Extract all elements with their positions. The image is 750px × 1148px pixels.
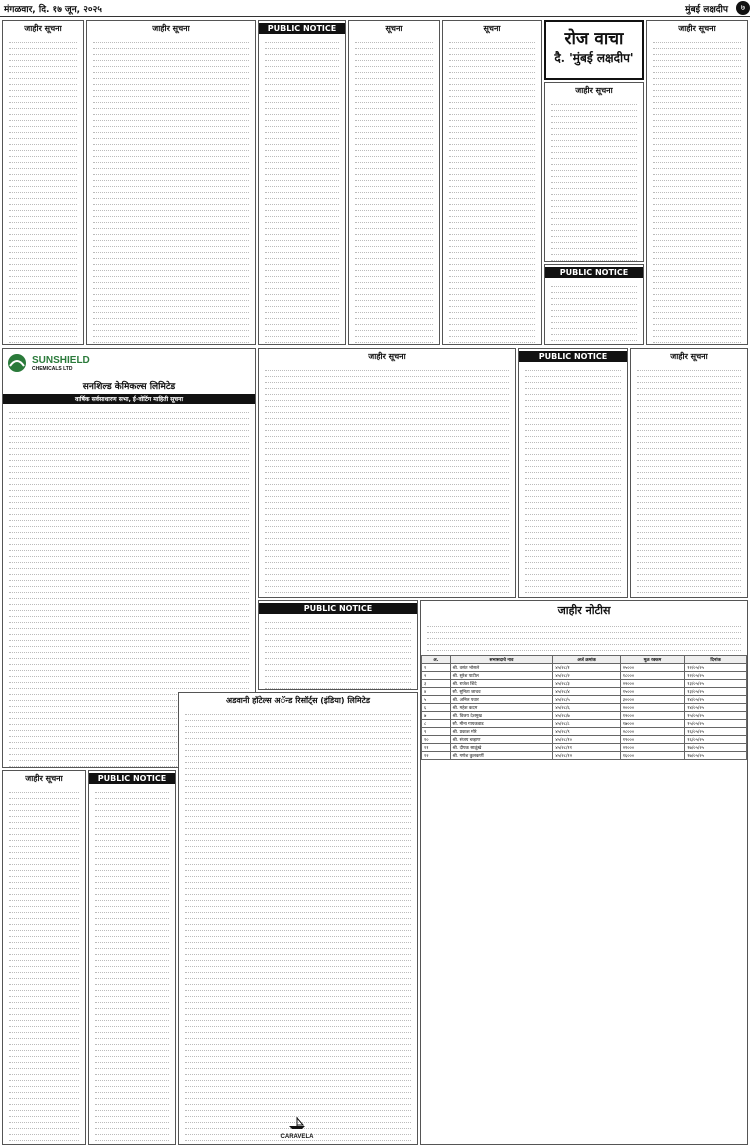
table-cell: २०००० bbox=[620, 704, 685, 712]
table-cell: ४ bbox=[422, 688, 451, 696]
table-cell: ४५/२८/११ bbox=[553, 744, 620, 752]
table-row bbox=[422, 680, 747, 688]
notice-body bbox=[259, 364, 515, 598]
table-header-row bbox=[422, 656, 747, 664]
notice-title: PUBLIC NOTICE bbox=[259, 23, 345, 34]
notice-body bbox=[87, 36, 255, 345]
table-cell: १२००० bbox=[620, 712, 685, 720]
table-header-cell: सभासदाचे नाव bbox=[450, 656, 553, 664]
masthead-line2: दै. 'मुंबई लक्षदीप' bbox=[554, 51, 634, 65]
table-cell: ७ bbox=[422, 712, 451, 720]
table-cell: श्री. महेश कदम bbox=[450, 704, 553, 712]
notice-col5 bbox=[442, 20, 542, 345]
table-cell: ११ bbox=[422, 744, 451, 752]
masthead-line1: रोज वाचा bbox=[564, 29, 624, 49]
table-cell: सौ. मीना गायकवाड bbox=[450, 720, 553, 728]
members-table bbox=[421, 655, 747, 760]
notice-body bbox=[545, 280, 643, 345]
table-cell: ४५/२८/१० bbox=[553, 736, 620, 744]
notice-title: PUBLIC NOTICE bbox=[545, 267, 643, 278]
table-row bbox=[422, 672, 747, 680]
table-cell: श्री. विजय देशमुख bbox=[450, 712, 553, 720]
table-cell: श्री. सुरेश पाटील bbox=[450, 672, 553, 680]
notice-body bbox=[519, 364, 627, 598]
public-notice-2 bbox=[544, 264, 644, 345]
sunshield-heading: वार्षिक सर्वसाधारण सभा, ई-वोटिंग माहिती सूचना bbox=[3, 394, 255, 404]
table-cell: ४५/२८/३ bbox=[553, 680, 620, 688]
table-row bbox=[422, 712, 747, 720]
sunshield-brand: SUNSHIELD bbox=[32, 354, 90, 366]
notice-title: जाहीर सूचना bbox=[575, 86, 613, 95]
date-line: मंगळवार, दि. १७ जून, २०२५ bbox=[4, 5, 102, 15]
table-row bbox=[422, 720, 747, 728]
sunshield-name: सनशिल्ड केमिकल्स लिमिटेड bbox=[82, 382, 176, 392]
table-header-cell: अ. bbox=[422, 656, 451, 664]
table-cell: सौ. सुनिता जाधव bbox=[450, 688, 553, 696]
notice-col1 bbox=[2, 20, 84, 345]
notice-body bbox=[3, 36, 83, 345]
table-cell: ३ bbox=[422, 680, 451, 688]
table-cell: श्री. प्रकाश मोरे bbox=[450, 728, 553, 736]
table-cell: ४५/२८/५ bbox=[553, 696, 620, 704]
public-notice-3 bbox=[518, 348, 628, 598]
table-cell: श्री. संजय चव्हाण bbox=[450, 736, 553, 744]
table-cell: ४५/२८/२ bbox=[553, 672, 620, 680]
table-cell: १४/०५/२५ bbox=[685, 696, 747, 704]
edition-name: मुंबई लक्षदीप bbox=[685, 5, 728, 15]
table-cell: १२ bbox=[422, 752, 451, 760]
ship-icon bbox=[287, 1116, 307, 1130]
notice-body bbox=[89, 786, 175, 1145]
table-cell: १६/०५/२५ bbox=[685, 728, 747, 736]
notice-body bbox=[259, 616, 417, 690]
page-number: ७ bbox=[736, 1, 750, 15]
table-cell: १३/०५/२५ bbox=[685, 680, 747, 688]
table-row bbox=[422, 736, 747, 744]
sunshield-logo-icon bbox=[6, 352, 28, 374]
caravela-logo bbox=[267, 1115, 327, 1140]
table-cell: श्री. अनिल पवार bbox=[450, 696, 553, 704]
notice-title: जाहीर सूचना bbox=[670, 352, 708, 361]
table-cell: १७००० bbox=[620, 720, 685, 728]
table-cell: ३०००० bbox=[620, 696, 685, 704]
table-cell: २५००० bbox=[620, 664, 685, 672]
table-cell: २१००० bbox=[620, 744, 685, 752]
table-header-cell: अर्ज क्रमांक bbox=[553, 656, 620, 664]
table-row bbox=[422, 696, 747, 704]
table-cell: ४५/२८/१२ bbox=[553, 752, 620, 760]
table-cell: श्री. दीपक साळुंखे bbox=[450, 744, 553, 752]
notice-body bbox=[443, 36, 541, 345]
notice-row2-center bbox=[258, 348, 516, 598]
table-cell: ८ bbox=[422, 720, 451, 728]
notice-col6 bbox=[544, 82, 644, 262]
sunshield-logo-row bbox=[3, 349, 255, 377]
notice-body bbox=[349, 36, 439, 345]
notice-row2-right bbox=[630, 348, 748, 598]
table-cell: १७/०५/२५ bbox=[685, 744, 747, 752]
notice-body bbox=[179, 708, 417, 1145]
table-cell: १९००० bbox=[620, 736, 685, 744]
table-cell: २२००० bbox=[620, 680, 685, 688]
table-cell: १० bbox=[422, 736, 451, 744]
notice-title: जाहीर नोटीस bbox=[557, 604, 611, 617]
table-cell: ५ bbox=[422, 696, 451, 704]
sunshield-sub: CHEMICALS LTD bbox=[32, 365, 73, 372]
table-cell: १४/०५/२५ bbox=[685, 704, 747, 712]
table-cell: २८००० bbox=[620, 728, 685, 736]
table-cell: १६/०५/२५ bbox=[685, 736, 747, 744]
table-row bbox=[422, 664, 747, 672]
table-body bbox=[422, 664, 747, 760]
notice-title: सूचना bbox=[385, 24, 403, 33]
notice-title: जाहीर सूचना bbox=[152, 24, 190, 33]
notice-col4 bbox=[348, 20, 440, 345]
notice-body bbox=[259, 36, 345, 345]
advani-hotels-notice bbox=[178, 692, 418, 1145]
notice-title: PUBLIC NOTICE bbox=[519, 351, 627, 362]
notice-title: जाहीर सूचना bbox=[678, 24, 716, 33]
notice-body bbox=[421, 620, 747, 652]
notice-body bbox=[545, 98, 643, 262]
table-cell: १३/०५/२५ bbox=[685, 688, 747, 696]
table-cell: १५/०५/२५ bbox=[685, 720, 747, 728]
notice-col2 bbox=[86, 20, 256, 345]
page-header bbox=[0, 0, 750, 17]
table-cell: १६००० bbox=[620, 752, 685, 760]
notice-body bbox=[3, 786, 85, 1145]
table-cell: ४५/२८/१ bbox=[553, 664, 620, 672]
table-cell: २ bbox=[422, 672, 451, 680]
public-notice-5 bbox=[88, 770, 176, 1145]
table-cell: १५/०५/२५ bbox=[685, 712, 747, 720]
notice-title: जाहीर सूचना bbox=[368, 352, 406, 361]
table-cell: श्री. राजेश शिंदे bbox=[450, 680, 553, 688]
notice-title: जाहीर सूचना bbox=[25, 774, 63, 783]
table-cell: १२/०५/२५ bbox=[685, 672, 747, 680]
masthead-box bbox=[544, 20, 644, 80]
table-cell: ९ bbox=[422, 728, 451, 736]
table-header-cell: मूळ रक्कम bbox=[620, 656, 685, 664]
notice-body bbox=[631, 364, 747, 598]
table-cell: श्री. गणेश कुलकर्णी bbox=[450, 752, 553, 760]
notice-title: सूचना bbox=[483, 24, 501, 33]
notice-col7 bbox=[646, 20, 748, 345]
advani-title: अडवानी हॉटेल्स अॅन्ड रिसॉर्ट्स (इंडिया) लिमिटेड bbox=[225, 696, 371, 705]
notice-title: जाहीर सूचना bbox=[24, 24, 62, 33]
table-row bbox=[422, 728, 747, 736]
notice-title: PUBLIC NOTICE bbox=[89, 773, 175, 784]
table-cell: ४५/२८/८ bbox=[553, 720, 620, 728]
table-cell: १२/०५/२५ bbox=[685, 664, 747, 672]
caravela-logo-text: CARAVELA bbox=[280, 1134, 314, 1140]
table-row bbox=[422, 688, 747, 696]
table-cell: १ bbox=[422, 664, 451, 672]
table-row bbox=[422, 704, 747, 712]
notice-title: PUBLIC NOTICE bbox=[259, 603, 417, 614]
table-cell: श्री. वसंत भोसले bbox=[450, 664, 553, 672]
table-cell: ४५/२८/९ bbox=[553, 728, 620, 736]
notice-bottom-left bbox=[2, 770, 86, 1145]
public-notice-1 bbox=[258, 20, 346, 345]
table-header-cell: दिनांक bbox=[685, 656, 747, 664]
table-cell: १५००० bbox=[620, 688, 685, 696]
table-cell: १७/०५/२५ bbox=[685, 752, 747, 760]
table-cell: ४५/२८/४ bbox=[553, 688, 620, 696]
table-cell: १८००० bbox=[620, 672, 685, 680]
table-cell: ४५/२८/७ bbox=[553, 712, 620, 720]
public-notice-4 bbox=[258, 600, 418, 690]
table-row bbox=[422, 752, 747, 760]
jahir-notice-table-box bbox=[420, 600, 748, 1145]
notice-body bbox=[647, 36, 747, 345]
table-cell: ४५/२८/६ bbox=[553, 704, 620, 712]
table-row bbox=[422, 744, 747, 752]
table-cell: ६ bbox=[422, 704, 451, 712]
